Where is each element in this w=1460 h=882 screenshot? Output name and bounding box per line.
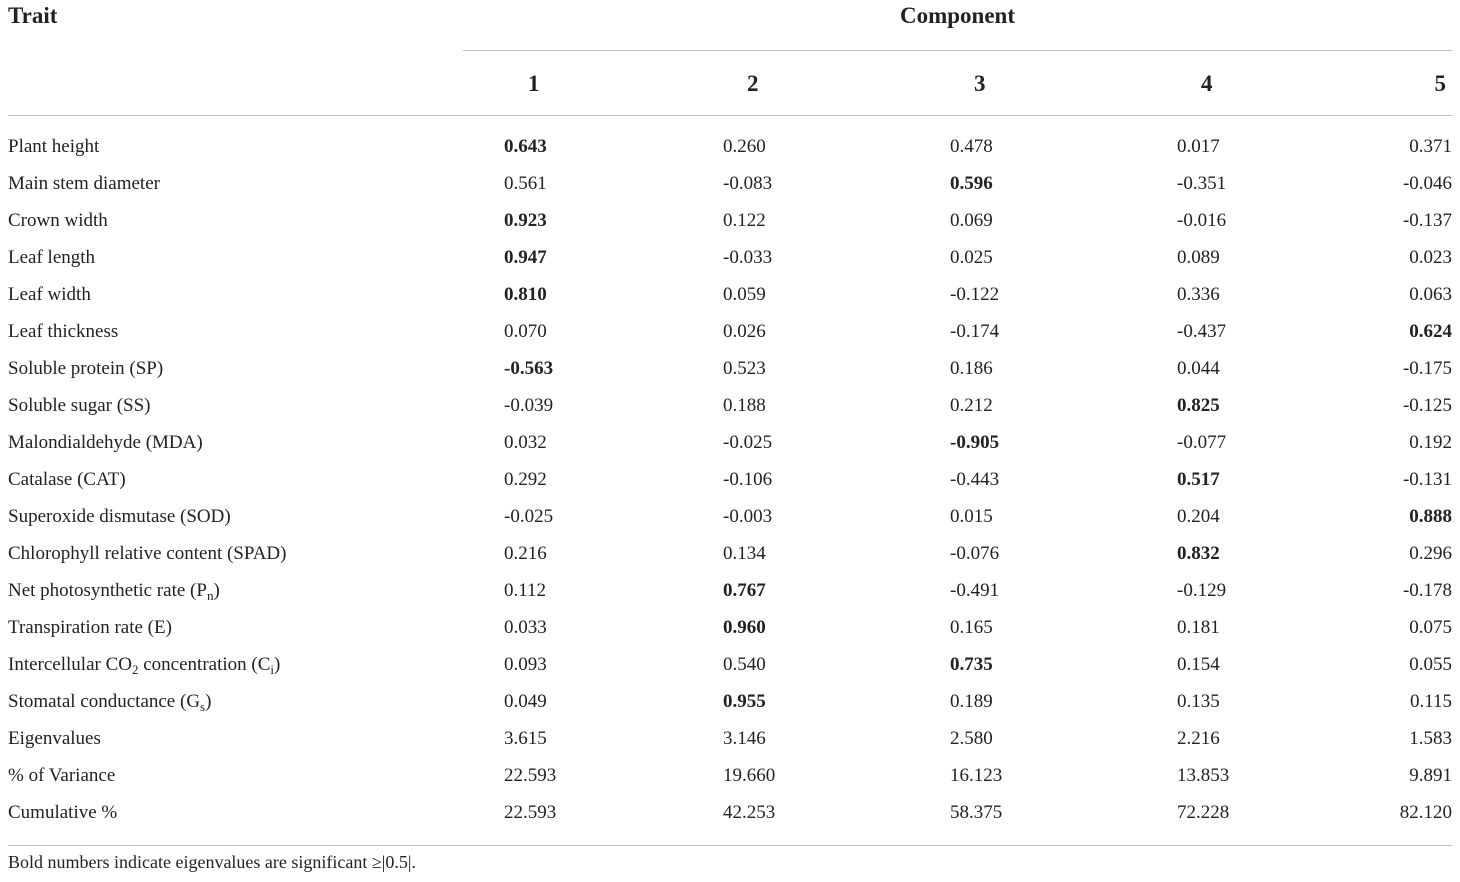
trait-label-text: Chlorophyll relative content (SPAD) [8,543,287,564]
loading-value-c4: 0.089 [1177,247,1220,268]
trait-label-text: Leaf thickness [8,321,119,342]
trait-label [8,535,463,572]
trait-label [8,202,463,239]
loading-value-c4: 0.832 [1177,543,1220,564]
loading-value-c4: 0.825 [1177,395,1220,416]
loading-value-c1: 0.033 [504,617,547,638]
loading-value-c2: 0.134 [723,543,766,564]
table-row [8,387,1452,424]
trait-label [8,572,463,609]
table-row [8,535,1452,572]
loading-value-c2: 0.540 [723,654,766,675]
table-row [8,646,1452,683]
table-row [8,498,1452,535]
table-row [8,202,1452,239]
trait-label-text: Intercellular CO [8,654,132,675]
loading-value-c5: -0.131 [1402,469,1453,490]
loading-value-c2: 0.059 [723,284,766,305]
loading-value-c5: 0.075 [1409,617,1453,638]
loading-value-c2: -0.003 [723,506,773,527]
loading-value-c1: 0.643 [504,136,547,157]
trait-label-text: Eigenvalues [8,728,101,749]
loading-value-c5: -0.125 [1402,395,1453,416]
trait-label-tail: ) [205,691,212,712]
loading-value-c4: -0.077 [1177,432,1227,453]
loading-value-c3: -0.174 [950,321,1000,342]
trait-label [8,461,463,498]
table-body [8,116,1452,846]
component-1-header: 1 [463,51,681,116]
loading-value-c1: 0.923 [504,210,547,231]
table-row [8,572,1452,609]
trait-label-text: Leaf width [8,284,91,305]
loading-value-c4: 0.204 [1177,506,1220,527]
trait-label-text: Cumulative % [8,802,118,823]
trait-label-text: Catalase (CAT) [8,469,126,490]
loading-value-c3: 0.735 [950,654,993,675]
loading-value-c4: 0.154 [1177,654,1220,675]
trait-label-text: Soluble sugar (SS) [8,395,151,416]
loading-value-c3: -0.076 [950,543,1000,564]
trait-header-spacer [8,51,463,116]
table-row [8,424,1452,461]
trait-label [8,794,463,846]
table-row [8,313,1452,350]
trait-label [8,720,463,757]
table-row [8,720,1452,757]
loading-value-c1: 0.947 [504,247,547,268]
loading-value-c1: 0.049 [504,691,547,712]
loading-value-c1: 22.593 [463,794,681,846]
loading-value-c5: 0.192 [1409,432,1453,453]
trait-label [8,424,463,461]
loading-value-c4: -0.016 [1177,210,1227,231]
trait-label-text: Leaf length [8,247,96,268]
loading-value-c4: -0.437 [1177,321,1227,342]
loading-value-c3: 0.025 [950,247,993,268]
loading-value-c2: -0.033 [723,247,773,268]
header-row-primary [8,0,1452,51]
trait-label [8,116,463,166]
loading-value-c1: 0.112 [504,580,547,601]
table-footnote: Bold numbers indicate eigenvalues are significant ≥|0.5|. [8,852,416,872]
loading-value-c2: 0.122 [723,210,766,231]
loading-value-c3: 58.375 [908,794,1135,846]
loading-value-c1: -0.039 [504,395,554,416]
loading-value-c3: 0.069 [950,210,993,231]
loading-value-c1: 0.561 [504,173,547,194]
trait-label-text: Plant height [8,136,100,157]
loading-value-c2: 42.253 [681,794,908,846]
loading-value-c3: 0.015 [950,506,993,527]
loading-value-c5: 9.891 [1409,765,1453,786]
loading-value-c5: 0.055 [1409,654,1453,675]
loading-value-c1: 0.032 [504,432,547,453]
trait-label-text: Net photosynthetic rate (P [8,580,207,601]
loading-value-c2: 0.960 [723,617,766,638]
loading-value-c2: 0.767 [723,580,766,601]
loading-value-c1: 0.070 [504,321,547,342]
trait-label [8,609,463,646]
loading-value-c5: 0.296 [1409,543,1453,564]
loading-value-c5: 0.371 [1409,136,1453,157]
trait-label [8,165,463,202]
table-row [8,116,1452,166]
trait-label [8,350,463,387]
table-row [8,609,1452,646]
trait-column-header: Trait [8,3,58,28]
loading-value-c4: 0.135 [1177,691,1220,712]
trait-label-text: % of Variance [8,765,116,786]
loading-value-c4: 72.228 [1135,794,1362,846]
loading-value-c5: -0.175 [1402,358,1453,379]
loading-value-c3: 0.212 [950,395,993,416]
loading-value-c3: 0.596 [950,173,993,194]
trait-label-subscript: i [270,662,275,677]
loading-value-c2: -0.025 [723,432,773,453]
loading-value-c1: 0.093 [504,654,547,675]
loading-value-c2: 0.523 [723,358,766,379]
loading-value-c3: 0.478 [950,136,993,157]
table-row [8,794,1452,846]
loading-value-c1: 0.810 [504,284,547,305]
loading-value-c2: -0.083 [723,173,773,194]
component-loadings-table [8,0,1452,846]
trait-label [8,646,463,683]
loading-value-c2: 3.146 [723,728,766,749]
component-group-header: Component [463,0,1452,51]
table-row [8,350,1452,387]
trait-label [8,757,463,794]
loading-value-c3: -0.122 [950,284,1000,305]
loading-value-c5: -0.137 [1402,210,1453,231]
trait-label-text: Superoxide dismutase (SOD) [8,506,231,527]
loading-value-c1: 0.292 [504,469,547,490]
trait-label [8,498,463,535]
trait-label-tail: ) [213,580,220,601]
loading-value-c4: 2.216 [1177,728,1220,749]
table-row [8,276,1452,313]
trait-label-subscript: s [200,699,206,714]
component-3-header: 3 [908,51,1135,116]
trait-label-tail: ) [274,654,281,675]
table-row [8,683,1452,720]
trait-label-subscript: 2 [131,662,139,677]
loading-value-c5: 0.888 [1409,506,1453,527]
loading-value-c3: 0.186 [950,358,993,379]
trait-label-text: Malondialdehyde (MDA) [8,432,203,453]
loading-value-c5: 1.583 [1409,728,1453,749]
loading-value-c4: -0.129 [1177,580,1227,601]
header-row-components [8,51,1452,116]
trait-label-text: Soluble protein (SP) [8,358,164,379]
table-row [8,461,1452,498]
loading-value-c2: 0.188 [723,395,766,416]
loading-value-c5: 82.120 [1362,794,1452,846]
loading-value-c3: 2.580 [950,728,993,749]
loading-value-c3: -0.443 [950,469,1000,490]
loading-value-c1: 3.615 [504,728,547,749]
trait-label [8,276,463,313]
component-2-header: 2 [681,51,908,116]
loading-value-c3: -0.905 [950,432,1000,453]
loading-value-c4: 0.017 [1177,136,1220,157]
trait-label-subscript: n [206,588,214,603]
loading-value-c5: 0.023 [1409,247,1453,268]
loading-value-c1: 22.593 [504,765,557,786]
loading-value-c3: 0.165 [950,617,993,638]
loading-value-c3: 16.123 [950,765,1003,786]
table-row [8,239,1452,276]
loading-value-c1: 0.216 [504,543,547,564]
loading-value-c1: -0.563 [504,358,554,379]
trait-label [8,313,463,350]
loading-value-c4: 0.336 [1177,284,1220,305]
loading-value-c5: 0.115 [1409,691,1453,712]
loading-value-c1: -0.025 [504,506,554,527]
loading-value-c5: 0.624 [1409,321,1453,342]
loading-value-c2: 0.955 [723,691,766,712]
component-5-header: 5 [1362,51,1452,116]
trait-label-text: Main stem diameter [8,173,160,194]
table-row [8,757,1452,794]
pca-table-container [8,0,1452,846]
component-4-header: 4 [1135,51,1362,116]
loading-value-c2: 19.660 [723,765,776,786]
loading-value-c5: 0.063 [1409,284,1453,305]
loading-value-c4: -0.351 [1177,173,1227,194]
trait-label [8,239,463,276]
loading-value-c4: 0.044 [1177,358,1220,379]
table-row [8,165,1452,202]
trait-label [8,683,463,720]
loading-value-c4: 0.181 [1177,617,1220,638]
loading-value-c5: -0.178 [1402,580,1453,601]
loading-value-c2: 0.260 [723,136,766,157]
loading-value-c3: -0.491 [950,580,1000,601]
loading-value-c3: 0.189 [950,691,993,712]
trait-label-text: Transpiration rate (E) [8,617,172,638]
trait-label-tail: concentration (C [138,654,271,675]
trait-label-text: Crown width [8,210,108,231]
loading-value-c5: -0.046 [1402,173,1453,194]
loading-value-c4: 13.853 [1177,765,1230,786]
loading-value-c2: 0.026 [723,321,766,342]
loading-value-c4: 0.517 [1177,469,1220,490]
trait-label [8,387,463,424]
trait-label-text: Stomatal conductance (G [8,691,201,712]
loading-value-c2: -0.106 [723,469,773,490]
